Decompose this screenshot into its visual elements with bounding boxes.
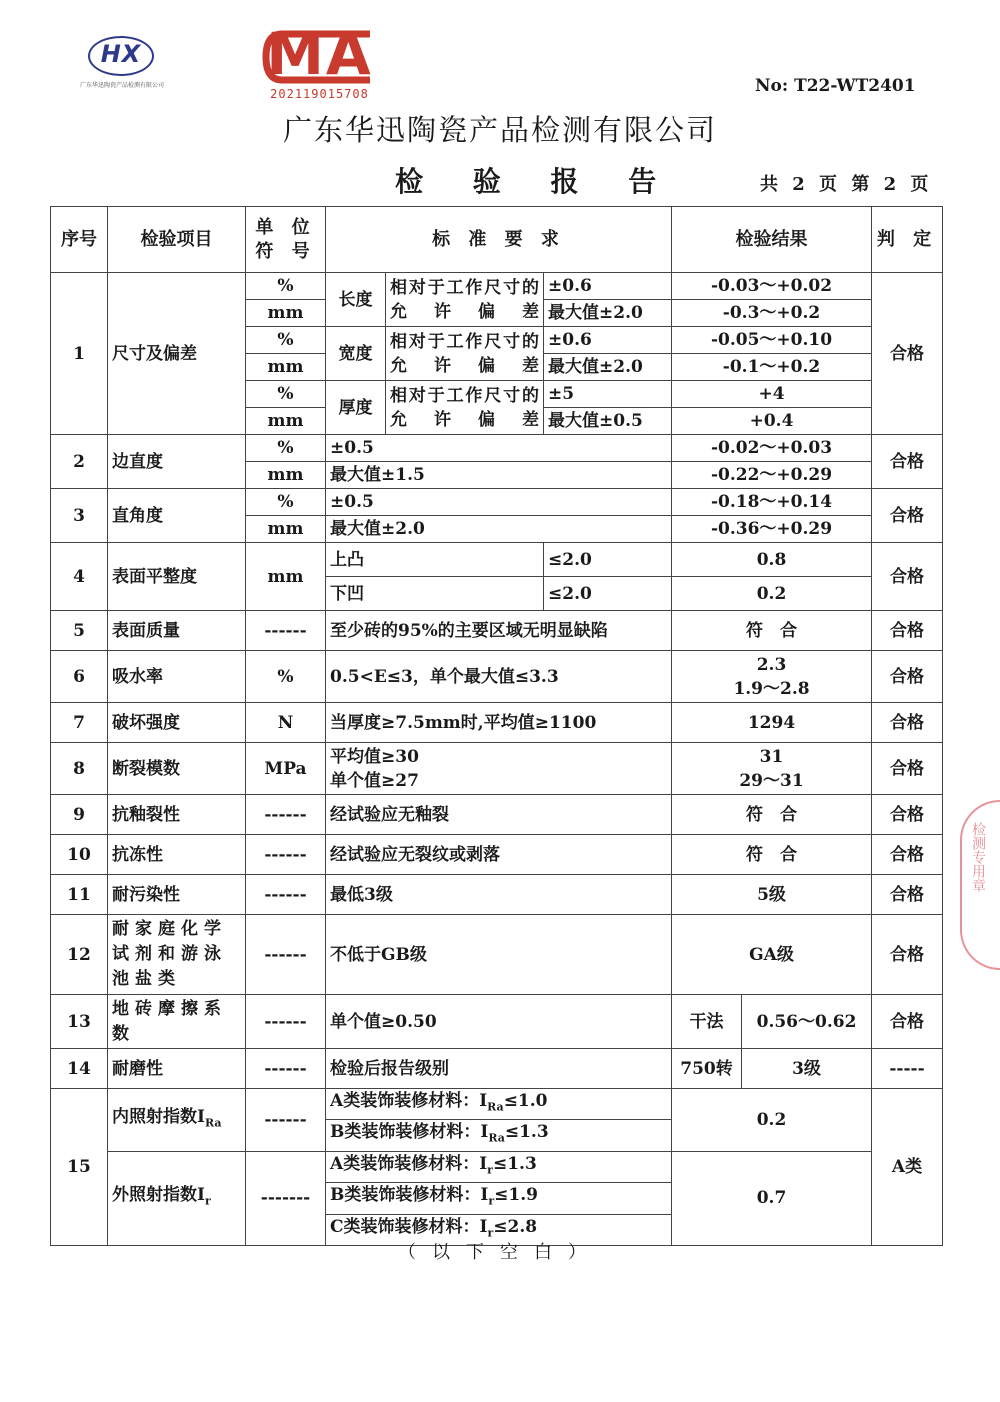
row9-std: 经试验应无釉裂 — [326, 795, 672, 835]
row14-judge: ----- — [872, 1049, 943, 1089]
blank-below-note: （以下空白） — [398, 1242, 602, 1263]
row3-result-mm: -0.36～+0.29 — [672, 516, 872, 543]
row13-result: 0.56～0.62 — [742, 995, 872, 1049]
table-row — [51, 995, 943, 1049]
hx-logo-caption: 广东华迅陶瓷产品检测有限公司 — [79, 82, 164, 89]
row8-result — [672, 743, 872, 795]
row3-judge: 合格 — [872, 489, 943, 543]
row8-std-avg: 平均值≥30 — [330, 746, 419, 767]
row6-std: 0.5<E≤3，单个最大值≤3.3 — [326, 651, 672, 703]
row15-std-b1 — [326, 1151, 672, 1182]
row1-thickness-pct-result: +4 — [672, 381, 872, 408]
row12-unit: ------ — [246, 915, 326, 995]
row1-unit-mm: mm — [246, 408, 326, 435]
row3-result-pct: -0.18～+0.14 — [672, 489, 872, 516]
row2-unit-mm: mm — [246, 462, 326, 489]
table-row — [51, 273, 943, 300]
row10-result: 符 合 — [672, 835, 872, 875]
row10-judge: 合格 — [872, 835, 943, 875]
inspection-table-wrapper — [50, 206, 942, 1246]
table-header-row — [51, 207, 943, 273]
row13-method: 干法 — [672, 995, 742, 1049]
table-row — [51, 1089, 943, 1120]
row3-unit-pct: % — [246, 489, 326, 516]
row9-item: 抗釉裂性 — [108, 795, 246, 835]
row7-unit: N — [246, 703, 326, 743]
row15-std-b2-sub: r — [488, 1194, 495, 1208]
row15-seq: 15 — [51, 1089, 108, 1246]
row9-seq: 9 — [51, 795, 108, 835]
row4-up-label: 上凸 — [326, 543, 544, 577]
row1-length-pct-result: -0.03～+0.02 — [672, 273, 872, 300]
row7-judge: 合格 — [872, 703, 943, 743]
row8-result-range: 29～31 — [739, 770, 804, 791]
row1-unit-pct: % — [246, 381, 326, 408]
row8-std — [326, 743, 672, 795]
row5-judge: 合格 — [872, 611, 943, 651]
row6-judge: 合格 — [872, 651, 943, 703]
row14-item: 耐磨性 — [108, 1049, 246, 1089]
row4-judge: 合格 — [872, 543, 943, 611]
row6-result — [672, 651, 872, 703]
row12-item: 耐家庭化学试剂和游泳池盐类 — [108, 915, 246, 995]
row15-std-b3-sub: r — [487, 1225, 494, 1239]
page-indicator: 共 2 页 第 2 页 — [760, 174, 933, 195]
row3-seq: 3 — [51, 489, 108, 543]
row15-std-b1-value: ≤1.3 — [492, 1153, 537, 1174]
row1-judge: 合格 — [872, 273, 943, 435]
row1-thickness-label: 厚度 — [326, 381, 386, 435]
row5-item: 表面质量 — [108, 611, 246, 651]
table-row — [51, 543, 943, 577]
row1-width-pct-result: -0.05～+0.10 — [672, 327, 872, 354]
row9-judge: 合格 — [872, 795, 943, 835]
header-judge: 判 定 — [872, 207, 943, 273]
row2-seq: 2 — [51, 435, 108, 489]
table-row — [51, 743, 943, 795]
row11-std: 最低3级 — [326, 875, 672, 915]
row10-std: 经试验应无裂纹或剥落 — [326, 835, 672, 875]
row1-width-pct-std: ±0.6 — [544, 327, 672, 354]
row4-down-result: 0.2 — [672, 577, 872, 611]
table-row — [51, 489, 943, 516]
row9-result: 符 合 — [672, 795, 872, 835]
row15-std-a1 — [326, 1089, 672, 1120]
row15-std-a2-text: B类装饰装修材料：I — [330, 1122, 489, 1143]
row1-length-mm-result: -0.3～+0.2 — [672, 300, 872, 327]
row6-result-avg: 2.3 — [756, 654, 787, 675]
row14-result: 3级 — [742, 1049, 872, 1089]
row1-thickness-rel: 相对于工作尺寸的允许偏差 — [386, 381, 544, 435]
row1-length-rel: 相对于工作尺寸的允许偏差 — [386, 273, 544, 327]
row15-std-a1-text: A类装饰装修材料：I — [330, 1091, 488, 1111]
row2-unit-pct: % — [246, 435, 326, 462]
row1-item: 尺寸及偏差 — [108, 273, 246, 435]
row13-judge: 合格 — [872, 995, 943, 1049]
row1-unit-mm: mm — [246, 354, 326, 381]
row15-result-external: 0.7 — [672, 1151, 872, 1245]
report-number: No: T22-WT2401 — [755, 76, 916, 96]
row3-item: 直角度 — [108, 489, 246, 543]
row7-item: 破坏强度 — [108, 703, 246, 743]
company-name: 广东华迅陶瓷产品检测有限公司 — [282, 113, 717, 147]
row11-result: 5级 — [672, 875, 872, 915]
header-standard: 标 准 要 求 — [326, 207, 672, 273]
row10-unit: ------ — [246, 835, 326, 875]
row12-std: 不低于GB级 — [326, 915, 672, 995]
table-row — [51, 915, 943, 995]
table-row — [51, 435, 943, 462]
row2-std-pct: ±0.5 — [326, 435, 672, 462]
row12-result: GA级 — [672, 915, 872, 995]
row15-unit-external: ------- — [246, 1151, 326, 1245]
row5-seq: 5 — [51, 611, 108, 651]
row3-unit-mm: mm — [246, 516, 326, 543]
row10-item: 抗冻性 — [108, 835, 246, 875]
row1-unit-pct: % — [246, 273, 326, 300]
row7-result: 1294 — [672, 703, 872, 743]
row8-std-single: 单个值≥27 — [330, 770, 419, 791]
row12-seq: 12 — [51, 915, 108, 995]
row1-unit-pct: % — [246, 327, 326, 354]
hx-logo-mark: HX — [100, 40, 142, 68]
row13-unit: ------ — [246, 995, 326, 1049]
row11-unit: ------ — [246, 875, 326, 915]
row15-item-external — [108, 1151, 246, 1245]
row8-judge: 合格 — [872, 743, 943, 795]
cma-number: 202119015708 — [270, 87, 369, 101]
row4-down-std: ≤2.0 — [544, 577, 672, 611]
row1-thickness-mm-result: +0.4 — [672, 408, 872, 435]
row2-std-mm: 最大值±1.5 — [326, 462, 672, 489]
row2-item: 边直度 — [108, 435, 246, 489]
row1-width-rel: 相对于工作尺寸的允许偏差 — [386, 327, 544, 381]
row14-seq: 14 — [51, 1049, 108, 1089]
table-row — [51, 611, 943, 651]
row15-std-a2-value: ≤1.3 — [504, 1122, 549, 1143]
inspection-table — [50, 206, 943, 1246]
row1-width-label: 宽度 — [326, 327, 386, 381]
row7-std: 当厚度≥7.5mm时,平均值≥1100 — [326, 703, 672, 743]
row1-width-mm-std: 最大值±2.0 — [544, 354, 672, 381]
row1-length-mm-std: 最大值±2.0 — [544, 300, 672, 327]
row15-item-external-text: 外照射指数I — [112, 1185, 205, 1206]
row13-item: 地砖摩擦系数 — [108, 995, 246, 1049]
row15-std-b2-text: B类装饰装修材料：I — [330, 1185, 489, 1206]
row6-seq: 6 — [51, 651, 108, 703]
seal-text: 检测专用章 — [970, 822, 986, 892]
row14-std: 检验后报告级别 — [326, 1049, 672, 1089]
row15-std-b1-sub: r — [487, 1163, 493, 1177]
row8-seq: 8 — [51, 743, 108, 795]
table-row — [51, 835, 943, 875]
row12-judge: 合格 — [872, 915, 943, 995]
row8-unit: MPa — [246, 743, 326, 795]
row5-std: 至少砖的95%的主要区域无明显缺陷 — [326, 611, 672, 651]
cma-logo-mark: MA — [266, 20, 373, 88]
row10-seq: 10 — [51, 835, 108, 875]
row1-length-pct-std: ±0.6 — [544, 273, 672, 300]
header-unit: 单 位 符 号 — [246, 207, 326, 273]
row5-unit: ------ — [246, 611, 326, 651]
cma-logo — [262, 20, 377, 106]
row8-result-avg: 31 — [759, 746, 784, 767]
row1-width-mm-result: -0.1～+0.2 — [672, 354, 872, 381]
row15-unit-internal: ------ — [246, 1089, 326, 1152]
row15-std-b3-text: C类装饰装修材料：I — [330, 1216, 488, 1237]
row15-std-b1-text: A类装饰装修材料：I — [330, 1153, 488, 1174]
row11-item: 耐污染性 — [108, 875, 246, 915]
table-row — [51, 1151, 943, 1182]
row5-result: 符 合 — [672, 611, 872, 651]
row2-result-mm: -0.22～+0.29 — [672, 462, 872, 489]
row15-judge: A类 — [872, 1089, 943, 1246]
row1-seq: 1 — [51, 273, 108, 435]
table-row — [51, 703, 943, 743]
row15-std-b2-value: ≤1.9 — [494, 1185, 538, 1206]
row4-up-std: ≤2.0 — [544, 543, 672, 577]
row6-item: 吸水率 — [108, 651, 246, 703]
row9-unit: ------ — [246, 795, 326, 835]
row4-down-label: 下凹 — [326, 577, 544, 611]
row15-std-b2 — [326, 1183, 672, 1214]
row7-seq: 7 — [51, 703, 108, 743]
row1-thickness-pct-std: ±5 — [544, 381, 672, 408]
row2-judge: 合格 — [872, 435, 943, 489]
table-row — [51, 1049, 943, 1089]
row1-length-label: 长度 — [326, 273, 386, 327]
header-seq: 序号 — [51, 207, 108, 273]
row6-result-range: 1.9～2.8 — [733, 678, 810, 699]
row15-std-a1-value: ≤1.0 — [503, 1091, 548, 1111]
row15-item-internal-sub: Ra — [204, 1116, 222, 1130]
row6-unit: % — [246, 651, 326, 703]
table-row — [51, 795, 943, 835]
hx-logo — [78, 36, 168, 92]
row3-std-pct: ±0.5 — [326, 489, 672, 516]
table-row — [51, 875, 943, 915]
row15-item-internal — [108, 1089, 246, 1152]
row1-thickness-mm-std: 最大值±0.5 — [544, 408, 672, 435]
row15-item-internal-text: 内照射指数I — [112, 1106, 205, 1127]
row11-seq: 11 — [51, 875, 108, 915]
row1-unit-mm: mm — [246, 300, 326, 327]
row15-std-a2-sub: Ra — [488, 1131, 505, 1145]
row15-std-a2 — [326, 1120, 672, 1151]
row15-item-external-sub: r — [204, 1194, 211, 1208]
row4-item: 表面平整度 — [108, 543, 246, 611]
header-item: 检验项目 — [108, 207, 246, 273]
row15-std-a1-sub: Ra — [487, 1100, 504, 1114]
row4-unit: mm — [246, 543, 326, 611]
row4-seq: 4 — [51, 543, 108, 611]
inspection-seal-stamp — [960, 800, 1000, 970]
row13-seq: 13 — [51, 995, 108, 1049]
row14-turns: 750转 — [672, 1049, 742, 1089]
header-result: 检验结果 — [672, 207, 872, 273]
document-title: 检 验 报 告 — [395, 165, 677, 198]
row4-up-result: 0.8 — [672, 543, 872, 577]
row3-std-mm: 最大值±2.0 — [326, 516, 672, 543]
row13-std: 单个值≥0.50 — [326, 995, 672, 1049]
row11-judge: 合格 — [872, 875, 943, 915]
row14-unit: ------ — [246, 1049, 326, 1089]
row15-result-internal: 0.2 — [672, 1089, 872, 1152]
table-row — [51, 651, 943, 703]
row2-result-pct: -0.02～+0.03 — [672, 435, 872, 462]
row8-item: 断裂模数 — [108, 743, 246, 795]
row15-std-b3-value: ≤2.8 — [493, 1216, 538, 1237]
